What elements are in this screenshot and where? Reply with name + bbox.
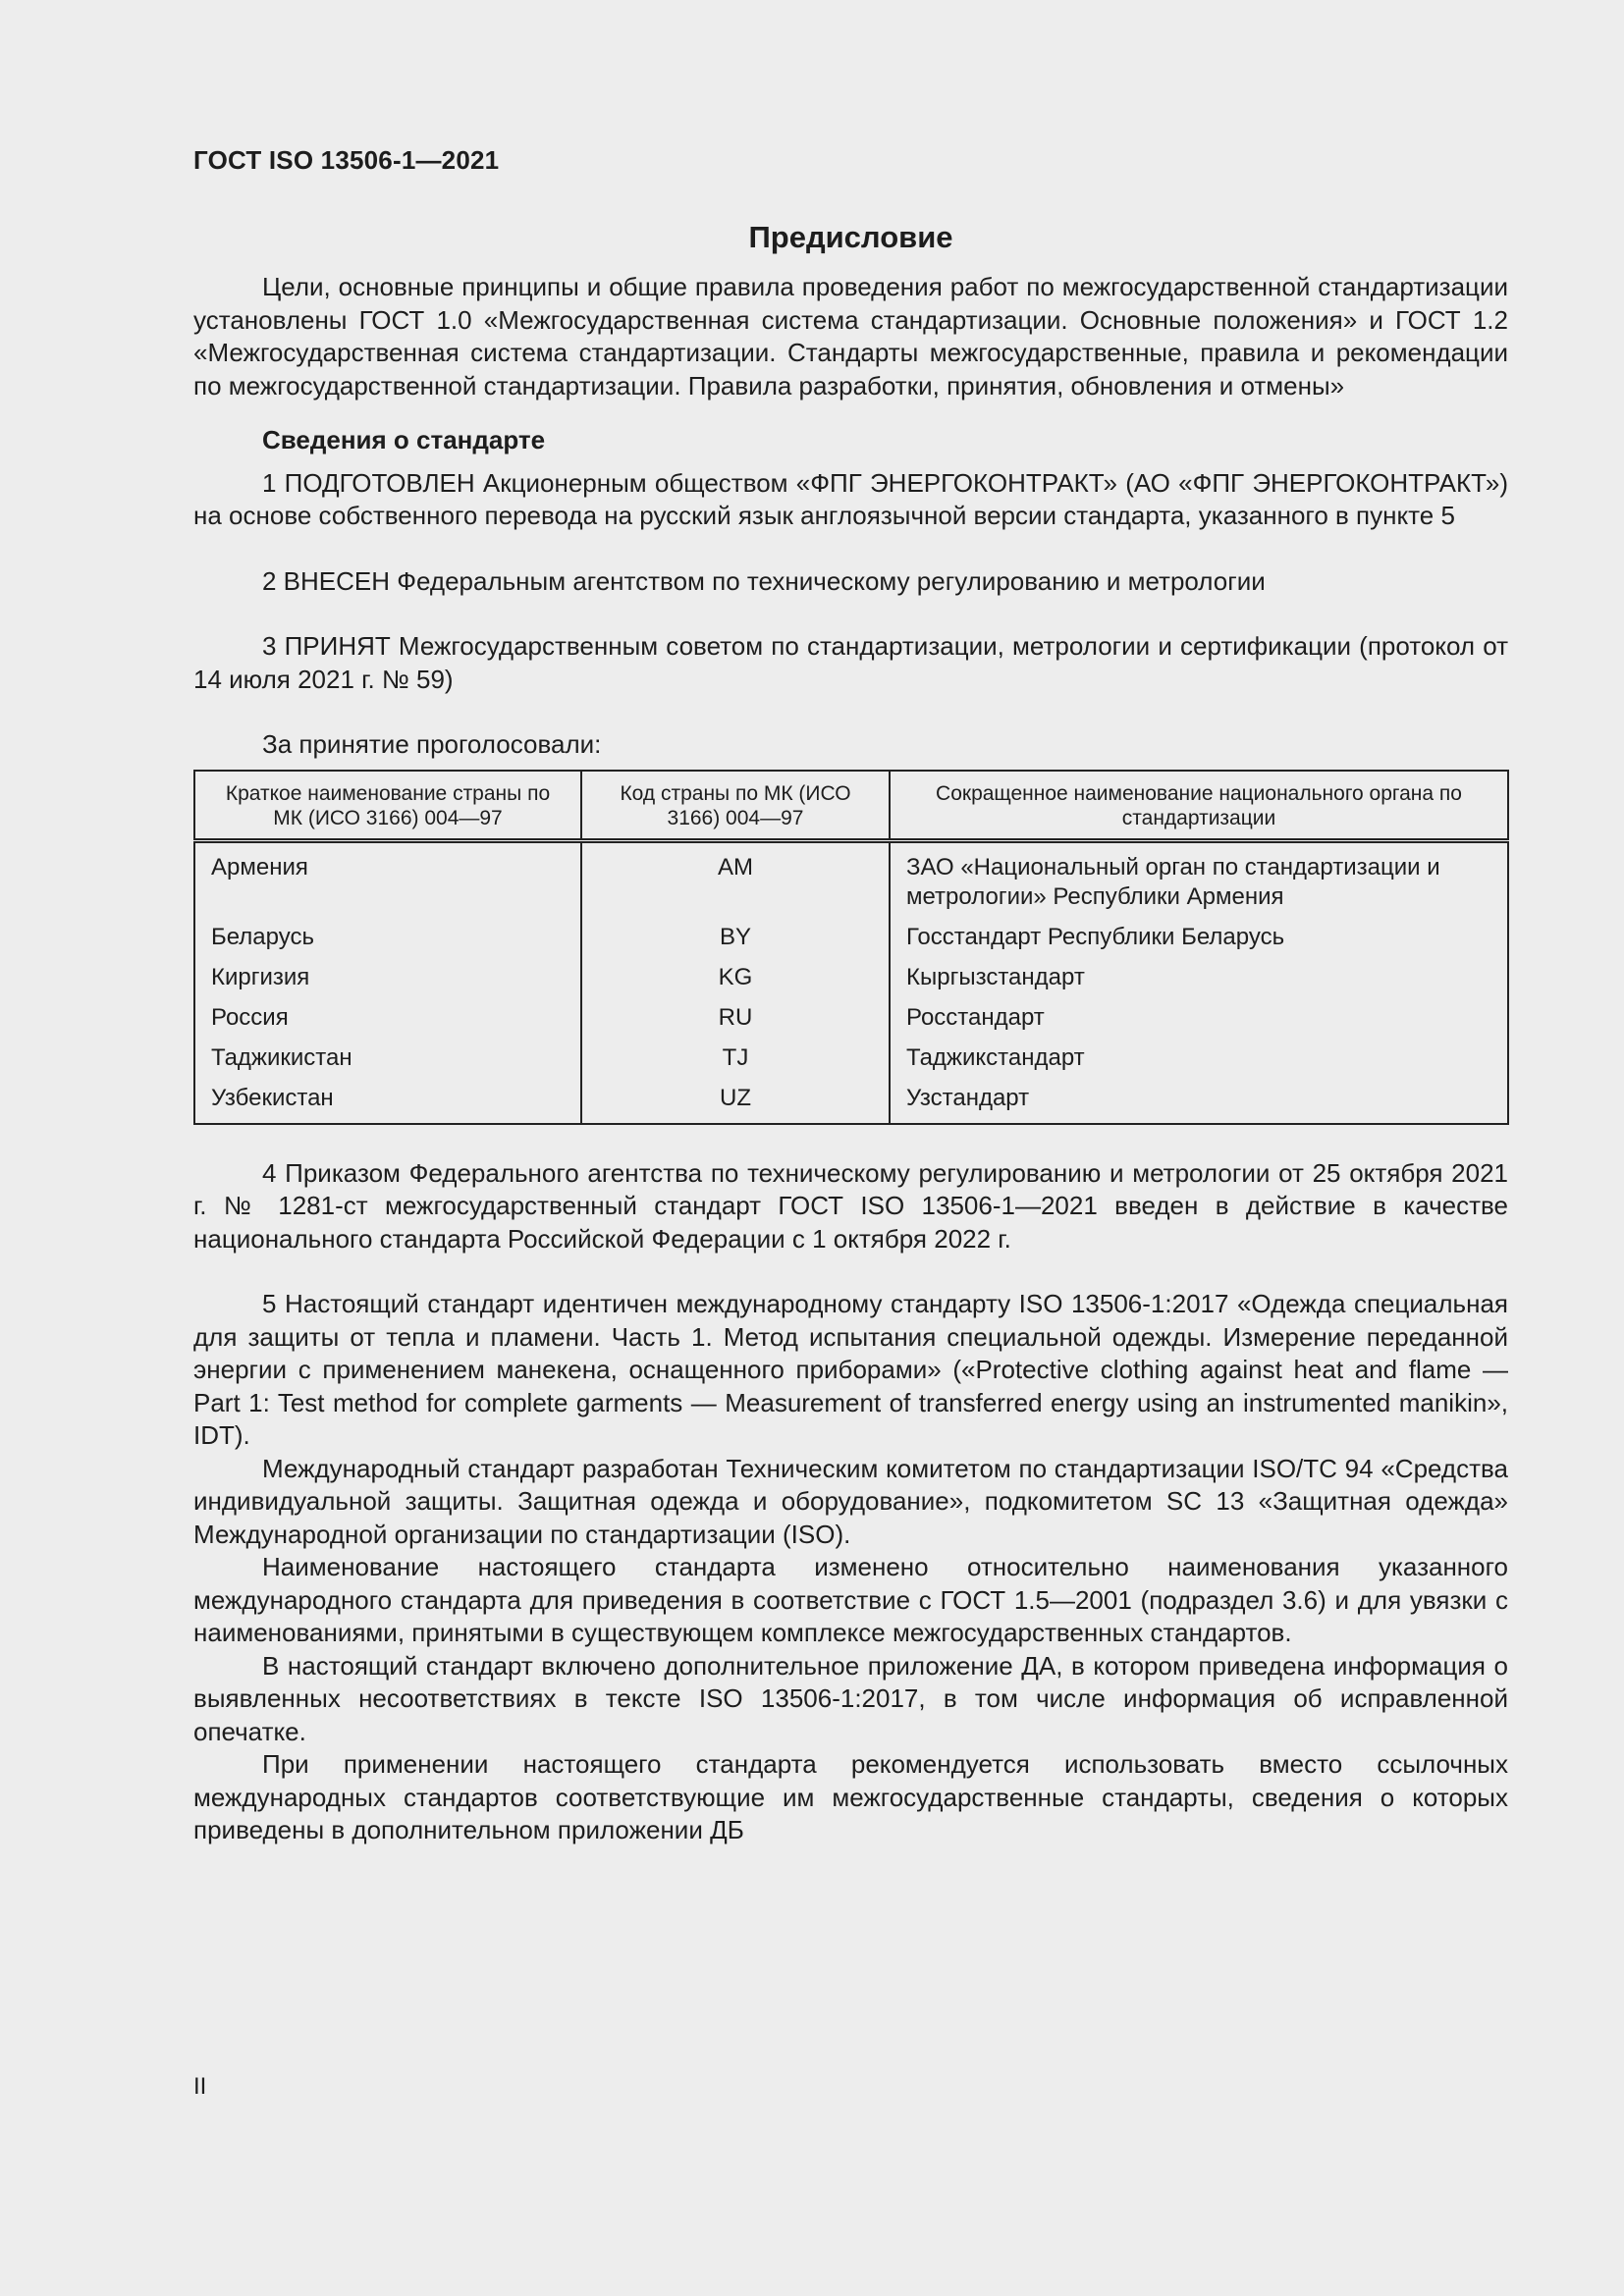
annex-db-paragraph: При применении настоящего стандарта рекомендуется использовать вместо ссылочных международных стандартов соответствующие им межгосударственные стандарты, сведения о которых приведены в дополнительном приложении ДБ xyxy=(193,1749,1508,1844)
cell-country: Таджикистан xyxy=(194,1040,581,1080)
item-4-paragraph: 4 Приказом Федерального агентства по техническому регулированию и метрологии от 25 октября 2021 г. № 1281-ст межгосударственный стандарт ГОСТ ISO 13506-1—2021 введен в действие в качестве национального стандарта Российской Федерации с 1 октября 2022 г. xyxy=(193,1157,1508,1254)
section-heading: Сведения о стандарте xyxy=(262,425,546,454)
cell-country: Узбекистан xyxy=(194,1080,581,1124)
cell-code: TJ xyxy=(581,1040,890,1080)
header-country-name: Краткое наименование страны по МК (ИСО 3166) 004—97 xyxy=(194,771,581,841)
table-body xyxy=(194,840,1508,1124)
vote-intro: За принятие проголосовали: xyxy=(262,729,602,759)
cell-national-body: Таджикстандарт xyxy=(890,1040,1508,1080)
cell-code: KG xyxy=(581,959,890,999)
cell-country: Армения xyxy=(194,840,581,919)
table-row xyxy=(194,840,1508,919)
page-number: II xyxy=(193,2073,207,2100)
intro-paragraph: Цели, основные принципы и общие правила проведения работ по межгосударственной стандартизации установлены ГОСТ 1.0 «Межгосударственная система стандартизации. Основные положения» и ГОСТ 1.2 «Межгосударственная система стандартизации. Стандарты межгосударственные, правила и рекомендации по межгосударственной стандартизации. Правила разработки, принятия, обновления и отмены» xyxy=(193,272,1508,400)
annex-da-paragraph: В настоящий стандарт включено дополнительное приложение ДА, в котором приведена информация о выявленных несоответствиях в тексте ISO 13506-1:2017, в том числе информация об исправленной опечатке. xyxy=(193,1650,1508,1746)
cell-national-body: Узстандарт xyxy=(890,1080,1508,1124)
cell-country: Беларусь xyxy=(194,919,581,959)
cell-national-body: Госстандарт Республики Беларусь xyxy=(890,919,1508,959)
cell-country: Киргизия xyxy=(194,959,581,999)
cell-code: RU xyxy=(581,999,890,1040)
name-change-paragraph: Наименование настоящего стандарта изменено относительно наименования указанного международного стандарта для приведения в соответствие с ГОСТ 1.5—2001 (подраздел 3.6) и для увязки с наименованиями, принятыми в существующем комплексе межгосударственных стандартов. xyxy=(193,1552,1508,1647)
cell-country: Россия xyxy=(194,999,581,1040)
cell-code: UZ xyxy=(581,1080,890,1124)
page-title: Предисловие xyxy=(748,220,953,254)
item-3-paragraph: 3 ПРИНЯТ Межгосударственным советом по стандартизации, метрологии и сертификации (протокол от 14 июля 2021 г. № 59) xyxy=(193,631,1508,694)
table-row xyxy=(194,999,1508,1040)
item-1-paragraph: 1 ПОДГОТОВЛЕН Акционерным обществом «ФПГ ЭНЕРГОКОНТРАКТ» (АО «ФПГ ЭНЕРГОКОНТРАКТ») на основе собственного перевода на русский язык англоязычной версии стандарта, указанного в пункте 5 xyxy=(193,467,1508,530)
table-row xyxy=(194,1040,1508,1080)
cell-code: BY xyxy=(581,919,890,959)
table-header-row xyxy=(194,771,1508,841)
table-row xyxy=(194,1080,1508,1124)
international-standard-paragraph: Международный стандарт разработан Техническим комитетом по стандартизации ISO/TC 94 «Средства индивидуальной защиты. Защитная одежда и оборудование», подкомитетом SC 13 «Защитная одежда» Международной организации по стандартизации (ISO). xyxy=(193,1453,1508,1549)
header-country-code: Код страны по МК (ИСО 3166) 004—97 xyxy=(581,771,890,841)
document-id-header: ГОСТ ISO 13506-1—2021 xyxy=(193,145,500,175)
cell-code: AM xyxy=(581,840,890,919)
header-national-body: Сокращенное наименование национального органа по стандартизации xyxy=(890,771,1508,841)
item-5-paragraph: 5 Настоящий стандарт идентичен международному стандарту ISO 13506-1:2017 «Одежда специальная для защиты от тепла и пламени. Часть 1. Метод испытания специальной одежды. Измерение переданной энергии с применением манекена, оснащенного приборами» («Protective clothing against heat and flame — Part 1: Test method for complete garments — Measurement of transferred energy using an instrumented manikin», IDT). xyxy=(193,1289,1508,1450)
page-content xyxy=(193,218,1508,1847)
cell-national-body: ЗАО «Национальный орган по стандартизации и метрологии» Республики Армения xyxy=(890,840,1508,919)
table-row xyxy=(194,959,1508,999)
voting-table xyxy=(193,770,1509,1125)
table-row xyxy=(194,919,1508,959)
item-2-paragraph: 2 ВНЕСЕН Федеральным агентством по техническому регулированию и метрологии xyxy=(262,565,1266,596)
cell-national-body: Росстандарт xyxy=(890,999,1508,1040)
cell-national-body: Кыргызстандарт xyxy=(890,959,1508,999)
